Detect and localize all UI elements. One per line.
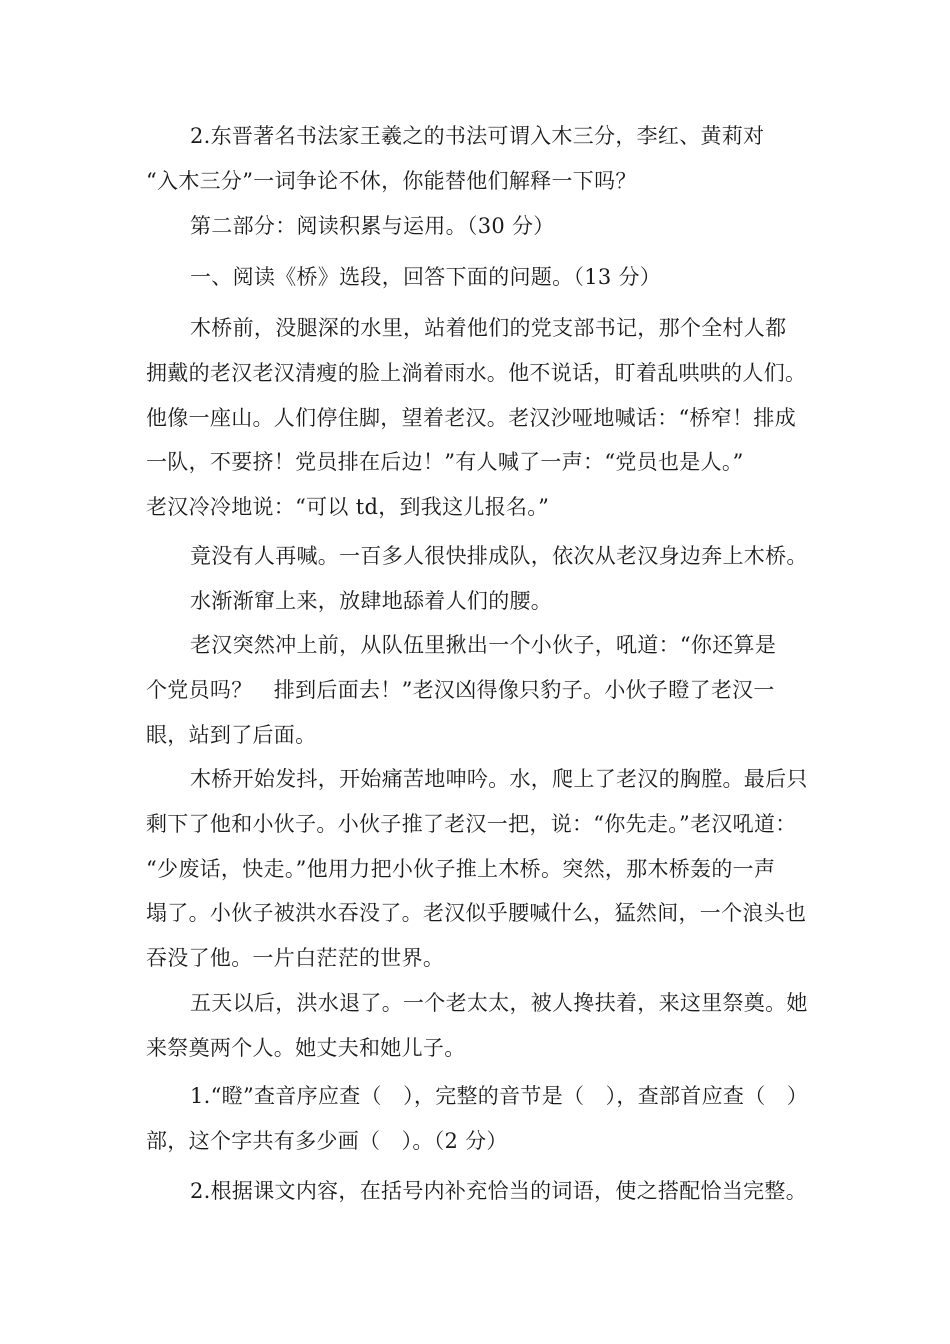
question-2-line-1: 2.东晋著名书法家王羲之的书法可谓入木三分，李红、黄莉对 xyxy=(190,124,765,148)
passage-line: 木桥前，没腿深的水里，站着他们的党支部书记，那个全村人都 xyxy=(190,316,787,340)
section-2-heading: 第二部分：阅读积累与运用。（30 分） xyxy=(190,214,555,238)
passage-line: 个党员吗？ 排到后面去！”老汉凶得像只豹子。小伙子瞪了老汉一 xyxy=(146,678,775,702)
question-2-line-2: “入木三分”一词争论不休，你能替他们解释一下吗？ xyxy=(146,169,637,193)
passage-line: 水渐渐窜上来，放肆地舔着人们的腰。 xyxy=(190,589,553,613)
passage-line: 拥戴的老汉老汉清瘦的脸上淌着雨水。他不说话，盯着乱哄哄的人们。 xyxy=(146,361,807,385)
question-1-line-1: 1.“瞪”查音序应查（ ），完整的音节是（ ），查部首应查（ ） xyxy=(190,1084,809,1108)
passage-line: 眼，站到了后面。 xyxy=(146,723,317,747)
passage-line: 老汉冷冷地说：“可以 td，到我这儿报名。” xyxy=(146,495,550,519)
passage-line: 来祭奠两个人。她丈夫和她儿子。 xyxy=(146,1036,466,1060)
question-2-reading: 2.根据课文内容，在括号内补充恰当的词语，使之搭配恰当完整。 xyxy=(190,1179,808,1203)
passage-line: 塌了。小伙子被洪水吞没了。老汉似乎腰喊什么，猛然间，一个浪头也 xyxy=(146,901,807,925)
passage-line: 他像一座山。人们停住脚，望着老汉。老汉沙哑地喊话：“桥窄！排成 xyxy=(146,406,797,430)
passage-line: 竟没有人再喊。一百多人很快排成队，依次从老汉身边奔上木桥。 xyxy=(190,544,808,568)
passage-line: 五天以后，洪水退了。一个老太太，被人搀扶着，来这里祭奠。她 xyxy=(190,991,808,1015)
question-1-line-2: 部，这个字共有多少画（ ）。（2 分） xyxy=(146,1129,508,1153)
passage-line: “少废话，快走。”他用力把小伙子推上木桥。突然，那木桥轰的一声 xyxy=(146,857,776,881)
passage-line: 老汉突然冲上前，从队伍里揪出一个小伙子，吼道：“你还算是 xyxy=(190,633,777,657)
passage-line: 剩下了他和小伙子。小伙子推了老汉一把，说：“你先走。”老汉吼道： xyxy=(146,812,797,836)
reading-heading: 一、阅读《桥》选段，回答下面的问题。（13 分） xyxy=(190,265,662,289)
passage-line: 吞没了他。一片白茫茫的世界。 xyxy=(146,946,445,970)
passage-line: 一队，不要挤！党员排在后边！”有人喊了一声：“党员也是人。” xyxy=(146,450,744,474)
passage-line: 木桥开始发抖，开始痛苦地呻吟。水，爬上了老汉的胸膛。最后只 xyxy=(190,767,808,791)
